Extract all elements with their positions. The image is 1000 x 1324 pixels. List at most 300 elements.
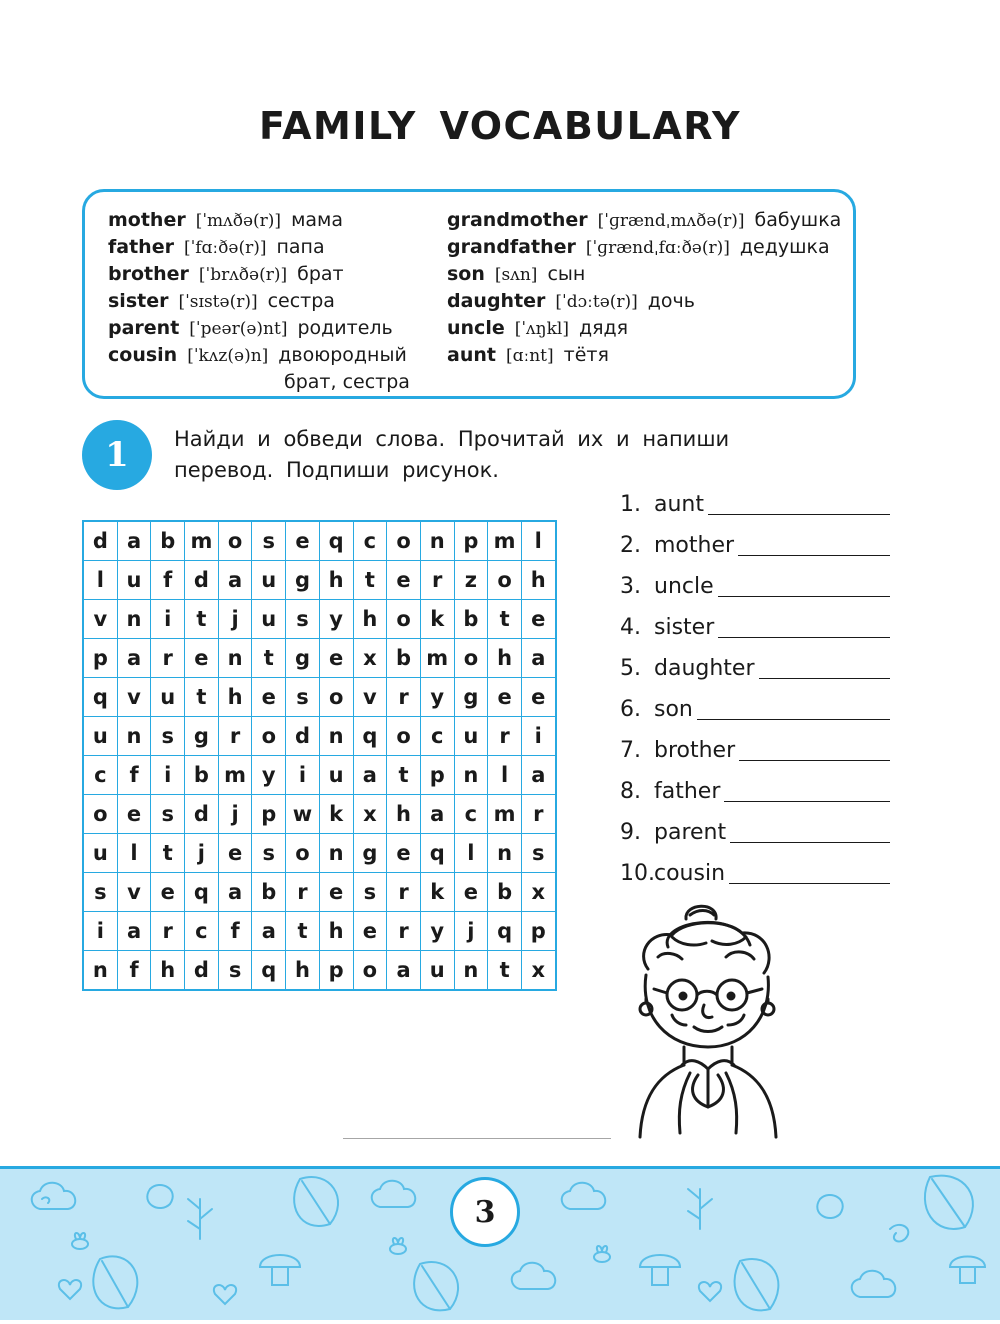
word-list-item xyxy=(620,734,755,775)
item-number: 3. xyxy=(620,574,641,599)
grid-cell[interactable]: n xyxy=(420,521,454,561)
grid-cell[interactable]: e xyxy=(286,521,320,561)
leaf-icon xyxy=(735,1259,779,1310)
grid-cell[interactable]: o xyxy=(218,521,252,561)
grid-cell[interactable]: s xyxy=(151,795,185,834)
grid-cell[interactable]: b xyxy=(488,873,522,912)
grid-cell[interactable]: d xyxy=(286,717,320,756)
grid-cell[interactable]: d xyxy=(185,951,219,991)
grid-cell[interactable]: s xyxy=(252,834,286,873)
answer-line[interactable] xyxy=(697,719,890,720)
grid-cell[interactable]: i xyxy=(286,756,320,795)
grid-cell[interactable]: z xyxy=(454,561,488,600)
item-number: 8. xyxy=(620,779,641,804)
vocab-entry xyxy=(108,234,410,261)
task-number-badge: 1 xyxy=(82,420,152,490)
grid-cell[interactable]: j xyxy=(218,795,252,834)
grid-cell[interactable]: p xyxy=(521,912,555,951)
grid-cell[interactable]: i xyxy=(151,756,185,795)
vocab-transcription: [sʌn] xyxy=(494,265,538,285)
grid-cell[interactable]: t xyxy=(151,834,185,873)
item-number: 2. xyxy=(620,533,641,558)
answer-line[interactable] xyxy=(739,760,890,761)
grid-cell[interactable]: d xyxy=(185,795,219,834)
grid-cell[interactable]: r xyxy=(218,717,252,756)
flower-icon xyxy=(188,1199,212,1239)
leaf-icon xyxy=(294,1177,338,1226)
grid-cell[interactable]: m xyxy=(488,795,522,834)
vocab-translation: дедушка xyxy=(739,236,830,258)
grid-row xyxy=(83,795,556,834)
grid-cell[interactable]: j xyxy=(218,600,252,639)
heart-icon xyxy=(699,1282,721,1301)
vocab-translation: тётя xyxy=(563,344,609,366)
grid-cell[interactable]: o xyxy=(488,561,522,600)
answer-line[interactable] xyxy=(724,801,890,802)
grid-cell[interactable]: u xyxy=(319,756,353,795)
grid-cell[interactable]: y xyxy=(420,912,454,951)
grid-cell[interactable]: b xyxy=(185,756,219,795)
item-number: 7. xyxy=(620,738,641,763)
grid-cell[interactable]: a xyxy=(218,873,252,912)
grid-cell[interactable]: a xyxy=(521,639,555,678)
item-number: 6. xyxy=(620,697,641,722)
vocab-word: uncle xyxy=(447,317,505,339)
vocab-entry xyxy=(447,234,841,261)
grid-cell[interactable]: q xyxy=(420,834,454,873)
grid-cell[interactable]: t xyxy=(286,912,320,951)
grid-cell[interactable]: a xyxy=(420,795,454,834)
vocab-translation: родитель xyxy=(297,317,393,339)
grid-cell[interactable]: t xyxy=(488,600,522,639)
grid-cell[interactable]: s xyxy=(353,873,387,912)
grid-cell[interactable]: t xyxy=(387,756,421,795)
grid-cell[interactable]: t xyxy=(488,951,522,991)
grid-cell[interactable]: e xyxy=(185,639,219,678)
vocab-transcription: [ɑːnt] xyxy=(505,346,554,366)
grid-cell[interactable]: d xyxy=(185,561,219,600)
item-number: 10. xyxy=(620,861,655,886)
grid-row xyxy=(83,951,556,991)
cloud-icon xyxy=(562,1183,606,1209)
bee-icon xyxy=(390,1238,406,1254)
grid-cell[interactable]: v xyxy=(117,873,151,912)
grid-cell[interactable]: m xyxy=(185,521,219,561)
flower-icon xyxy=(147,1185,172,1208)
grid-cell[interactable]: g xyxy=(286,561,320,600)
grid-cell[interactable]: r xyxy=(286,873,320,912)
grid-cell[interactable]: a xyxy=(218,561,252,600)
grid-cell[interactable]: v xyxy=(83,600,117,639)
grid-cell[interactable]: q xyxy=(83,678,117,717)
vocab-entry xyxy=(108,342,410,369)
grid-cell[interactable]: a xyxy=(521,756,555,795)
grid-cell[interactable]: j xyxy=(454,912,488,951)
grid-cell[interactable]: a xyxy=(252,912,286,951)
grid-cell[interactable]: y xyxy=(420,678,454,717)
item-number: 9. xyxy=(620,820,641,845)
grid-cell[interactable]: o xyxy=(454,639,488,678)
vocab-transcription: [ˈɡrændˌmʌðə(r)] xyxy=(597,211,745,231)
grid-cell[interactable]: i xyxy=(151,600,185,639)
grid-cell[interactable]: f xyxy=(218,912,252,951)
answer-line[interactable] xyxy=(729,883,890,884)
vocab-transcription: [ˈpeər(ə)nt] xyxy=(189,319,288,339)
grid-cell[interactable]: y xyxy=(252,756,286,795)
grid-cell[interactable]: e xyxy=(521,678,555,717)
grid-cell[interactable]: h xyxy=(353,600,387,639)
item-number: 4. xyxy=(620,615,641,640)
word-list xyxy=(620,488,755,898)
grid-cell[interactable]: p xyxy=(454,521,488,561)
word-list-item xyxy=(620,857,755,898)
grid-cell[interactable]: t xyxy=(252,639,286,678)
grid-cell[interactable]: t xyxy=(185,600,219,639)
grid-cell[interactable]: e xyxy=(252,678,286,717)
grid-cell[interactable]: q xyxy=(252,951,286,991)
mushroom-icon xyxy=(640,1255,680,1285)
grid-cell[interactable]: g xyxy=(353,834,387,873)
vocab-entry xyxy=(447,207,841,234)
grid-cell[interactable]: e xyxy=(353,912,387,951)
grid-cell[interactable]: b xyxy=(387,639,421,678)
item-word: uncle xyxy=(654,574,714,599)
grid-cell[interactable]: c xyxy=(353,521,387,561)
grid-cell[interactable]: l xyxy=(488,756,522,795)
grid-cell[interactable]: l xyxy=(83,561,117,600)
grid-cell[interactable]: r xyxy=(420,561,454,600)
grid-cell[interactable]: l xyxy=(117,834,151,873)
grid-cell[interactable]: s xyxy=(252,521,286,561)
word-list-item xyxy=(620,816,755,857)
page-title: FAMILY VOCABULARY xyxy=(259,104,741,148)
vocab-transcription: [ˈʌŋkl] xyxy=(514,319,569,339)
grid-cell[interactable]: m xyxy=(488,521,522,561)
grid-cell[interactable]: i xyxy=(521,717,555,756)
grid-cell[interactable]: p xyxy=(83,639,117,678)
leaf-icon xyxy=(93,1256,137,1308)
grid-cell[interactable]: u xyxy=(151,678,185,717)
grid-row xyxy=(83,561,556,600)
grid-cell[interactable]: x xyxy=(353,795,387,834)
grid-cell[interactable]: v xyxy=(117,678,151,717)
vocab-word: sister xyxy=(108,290,169,312)
grid-cell[interactable]: o xyxy=(387,600,421,639)
grid-cell[interactable]: k xyxy=(420,600,454,639)
grid-cell[interactable]: s xyxy=(521,834,555,873)
grid-cell[interactable]: k xyxy=(420,873,454,912)
grid-cell[interactable]: s xyxy=(286,678,320,717)
grid-cell[interactable]: j xyxy=(185,834,219,873)
grid-cell[interactable]: l xyxy=(521,521,555,561)
grid-row xyxy=(83,600,556,639)
cloud-icon xyxy=(32,1183,76,1209)
vocab-word: daughter xyxy=(447,290,546,312)
grid-cell[interactable]: f xyxy=(117,951,151,991)
grid-cell[interactable]: u xyxy=(83,834,117,873)
cloud-icon xyxy=(512,1263,556,1289)
grid-cell[interactable]: o xyxy=(286,834,320,873)
item-word: sister xyxy=(654,615,715,640)
grid-cell[interactable]: r xyxy=(387,678,421,717)
answer-line[interactable] xyxy=(718,596,890,597)
cloud-icon xyxy=(372,1181,416,1207)
grid-cell[interactable]: h xyxy=(319,912,353,951)
grid-cell[interactable]: s xyxy=(218,951,252,991)
word-list-item xyxy=(620,529,755,570)
item-number: 1. xyxy=(620,492,641,517)
grid-cell[interactable]: v xyxy=(353,678,387,717)
grid-cell[interactable]: r xyxy=(151,912,185,951)
answer-line[interactable] xyxy=(718,637,890,638)
grid-cell[interactable]: a xyxy=(353,756,387,795)
grid-cell[interactable]: b xyxy=(151,521,185,561)
vocab-transcription: [ˈdɔːtə(r)] xyxy=(555,292,638,312)
grid-cell[interactable]: d xyxy=(83,521,117,561)
grid-cell[interactable]: r xyxy=(521,795,555,834)
word-list-item xyxy=(620,652,755,693)
word-list-item xyxy=(620,570,755,611)
word-list-item xyxy=(620,488,755,529)
vocab-word: parent xyxy=(108,317,180,339)
grid-cell[interactable]: n xyxy=(218,639,252,678)
grid-cell[interactable]: r xyxy=(151,639,185,678)
grid-cell[interactable]: a xyxy=(117,912,151,951)
vocab-transcription: [ˈfɑːðə(r)] xyxy=(183,238,267,258)
vocab-entry xyxy=(447,315,841,342)
grid-cell[interactable]: e xyxy=(521,600,555,639)
vocab-entry xyxy=(108,315,410,342)
grid-cell[interactable]: x xyxy=(521,951,555,991)
grid-cell[interactable]: r xyxy=(387,912,421,951)
grid-cell[interactable]: e xyxy=(117,795,151,834)
vocab-word: brother xyxy=(108,263,189,285)
grid-cell[interactable]: b xyxy=(252,873,286,912)
instruction-line: перевод. Подпиши рисунок. xyxy=(174,458,499,482)
vocabulary-box xyxy=(82,189,856,399)
grid-cell[interactable]: a xyxy=(117,639,151,678)
grid-cell[interactable]: n xyxy=(83,951,117,991)
grid-row xyxy=(83,639,556,678)
grid-cell[interactable]: u xyxy=(252,600,286,639)
grid-cell[interactable]: g xyxy=(454,678,488,717)
grid-cell[interactable]: e xyxy=(454,873,488,912)
word-search-grid[interactable] xyxy=(82,520,557,991)
grid-cell[interactable]: c xyxy=(420,717,454,756)
grid-cell[interactable]: a xyxy=(117,521,151,561)
grid-cell[interactable]: n xyxy=(117,600,151,639)
grid-cell[interactable]: e xyxy=(151,873,185,912)
item-word: parent xyxy=(654,820,727,845)
grid-cell[interactable]: y xyxy=(319,600,353,639)
leaf-icon xyxy=(925,1176,973,1229)
grid-cell[interactable]: q xyxy=(488,912,522,951)
item-number: 5. xyxy=(620,656,641,681)
answer-line[interactable] xyxy=(730,842,890,843)
answer-line[interactable] xyxy=(759,678,890,679)
grid-cell[interactable]: s xyxy=(151,717,185,756)
vocab-word: grandfather xyxy=(447,236,576,258)
grid-cell[interactable]: u xyxy=(117,561,151,600)
grid-cell[interactable]: l xyxy=(454,834,488,873)
grid-cell[interactable]: e xyxy=(319,639,353,678)
grid-cell[interactable]: a xyxy=(387,951,421,991)
vocab-translation: сестра xyxy=(267,290,335,312)
grid-row xyxy=(83,834,556,873)
grid-row xyxy=(83,717,556,756)
vocab-translation: двоюродный xyxy=(278,344,407,366)
grid-cell[interactable]: q xyxy=(353,717,387,756)
cloud-icon xyxy=(852,1271,896,1297)
grid-cell[interactable]: f xyxy=(151,561,185,600)
grid-row xyxy=(83,678,556,717)
grid-cell[interactable]: s xyxy=(83,873,117,912)
vocab-word: father xyxy=(108,236,174,258)
grid-cell[interactable]: e xyxy=(387,834,421,873)
heart-icon xyxy=(59,1280,81,1299)
heart-icon xyxy=(214,1285,236,1304)
grid-cell[interactable]: g xyxy=(185,717,219,756)
bee-icon xyxy=(594,1246,610,1262)
vocabulary-column-left xyxy=(108,207,410,396)
grid-cell[interactable]: f xyxy=(117,756,151,795)
grid-cell[interactable]: h xyxy=(319,561,353,600)
vocab-translation: дочь xyxy=(647,290,695,312)
grid-cell[interactable]: p xyxy=(420,756,454,795)
grid-cell[interactable]: o xyxy=(83,795,117,834)
grid-cell[interactable]: r xyxy=(387,873,421,912)
vocab-entry xyxy=(447,342,841,369)
grid-row xyxy=(83,521,556,561)
mushroom-icon xyxy=(260,1255,300,1285)
vocab-transcription: [ˈsɪstə(r)] xyxy=(178,292,258,312)
grid-cell[interactable]: o xyxy=(319,678,353,717)
grid-cell[interactable]: c xyxy=(83,756,117,795)
grid-cell[interactable]: o xyxy=(387,717,421,756)
flower-icon xyxy=(688,1189,712,1229)
vocab-transcription: [ˈbrʌðə(r)] xyxy=(198,265,288,285)
grid-cell[interactable]: h xyxy=(387,795,421,834)
grid-cell[interactable]: k xyxy=(319,795,353,834)
grid-cell[interactable]: t xyxy=(185,678,219,717)
grid-cell[interactable]: q xyxy=(319,521,353,561)
grid-cell[interactable]: m xyxy=(218,756,252,795)
grid-cell[interactable]: h xyxy=(488,639,522,678)
grid-cell[interactable]: c xyxy=(185,912,219,951)
grandmother-illustration xyxy=(628,897,788,1147)
word-list-item xyxy=(620,693,755,734)
grid-cell[interactable]: e xyxy=(387,561,421,600)
swirl-icon xyxy=(890,1225,908,1242)
vocab-entry xyxy=(108,261,410,288)
grid-cell[interactable]: e xyxy=(488,678,522,717)
grid-cell[interactable]: g xyxy=(286,639,320,678)
grid-cell[interactable]: e xyxy=(218,834,252,873)
word-list-item xyxy=(620,611,755,652)
vocab-translation: дядя xyxy=(578,317,629,339)
vocabulary-column-right xyxy=(447,207,841,369)
grid-cell[interactable]: o xyxy=(387,521,421,561)
grid-row xyxy=(83,873,556,912)
grid-cell[interactable]: n xyxy=(454,951,488,991)
grid-cell[interactable]: o xyxy=(252,717,286,756)
grid-cell[interactable]: s xyxy=(286,600,320,639)
instruction-line: Найди и обведи слова. Прочитай их и напиши xyxy=(174,427,730,451)
vocab-translation: мама xyxy=(291,209,344,231)
grid-cell[interactable]: t xyxy=(353,561,387,600)
item-word: father xyxy=(654,779,721,804)
item-word: mother xyxy=(654,533,735,558)
grid-cell[interactable]: u xyxy=(454,717,488,756)
vocab-translation: папа xyxy=(276,236,325,258)
vocab-translation: бабушка xyxy=(754,209,842,231)
grid-cell[interactable]: n xyxy=(319,717,353,756)
vocab-translation: сын xyxy=(547,263,586,285)
vocab-entry xyxy=(108,288,410,315)
grid-cell[interactable]: x xyxy=(353,639,387,678)
grid-cell[interactable]: x xyxy=(521,873,555,912)
divider-line xyxy=(343,1138,611,1139)
item-word: son xyxy=(654,697,693,722)
vocab-word: grandmother xyxy=(447,209,588,231)
grid-cell[interactable]: c xyxy=(454,795,488,834)
grid-cell[interactable]: p xyxy=(319,951,353,991)
grid-cell[interactable]: h xyxy=(521,561,555,600)
vocab-transcription: [ˈkʌz(ə)n] xyxy=(187,346,269,366)
item-word: cousin xyxy=(654,861,726,886)
grid-cell[interactable]: b xyxy=(454,600,488,639)
answer-line[interactable] xyxy=(738,555,890,556)
grid-cell[interactable]: o xyxy=(353,951,387,991)
bee-icon xyxy=(72,1233,88,1249)
leaf-icon xyxy=(414,1262,458,1310)
page-number: 3 xyxy=(450,1177,520,1247)
grid-cell[interactable]: p xyxy=(252,795,286,834)
grid-cell[interactable]: u xyxy=(252,561,286,600)
vocab-word: cousin xyxy=(108,344,178,366)
grid-cell[interactable]: h xyxy=(286,951,320,991)
vocab-word: son xyxy=(447,263,485,285)
flower-icon xyxy=(817,1195,842,1218)
grid-row xyxy=(83,912,556,951)
grid-row xyxy=(83,756,556,795)
grid-cell[interactable]: e xyxy=(319,873,353,912)
vocab-entry xyxy=(108,207,410,234)
vocab-transcription: [ˈmʌðə(r)] xyxy=(195,211,282,231)
grid-cell[interactable]: w xyxy=(286,795,320,834)
grid-cell[interactable]: i xyxy=(83,912,117,951)
grid-cell[interactable]: n xyxy=(488,834,522,873)
grid-cell[interactable]: n xyxy=(319,834,353,873)
grid-cell[interactable]: n xyxy=(454,756,488,795)
grid-cell[interactable]: q xyxy=(185,873,219,912)
task-instruction xyxy=(174,424,774,486)
item-word: aunt xyxy=(654,492,704,517)
vocab-word: mother xyxy=(108,209,186,231)
grid-cell[interactable]: u xyxy=(420,951,454,991)
grid-cell[interactable]: n xyxy=(117,717,151,756)
answer-line[interactable] xyxy=(708,514,890,515)
item-word: daughter xyxy=(654,656,755,681)
grid-cell[interactable]: u xyxy=(83,717,117,756)
grid-cell[interactable]: h xyxy=(151,951,185,991)
grid-cell[interactable]: m xyxy=(420,639,454,678)
vocab-transcription: [ˈɡrændˌfɑːðə(r)] xyxy=(585,238,730,258)
item-word: brother xyxy=(654,738,736,763)
grid-cell[interactable]: r xyxy=(488,717,522,756)
vocab-entry xyxy=(447,288,841,315)
grid-cell[interactable]: h xyxy=(218,678,252,717)
